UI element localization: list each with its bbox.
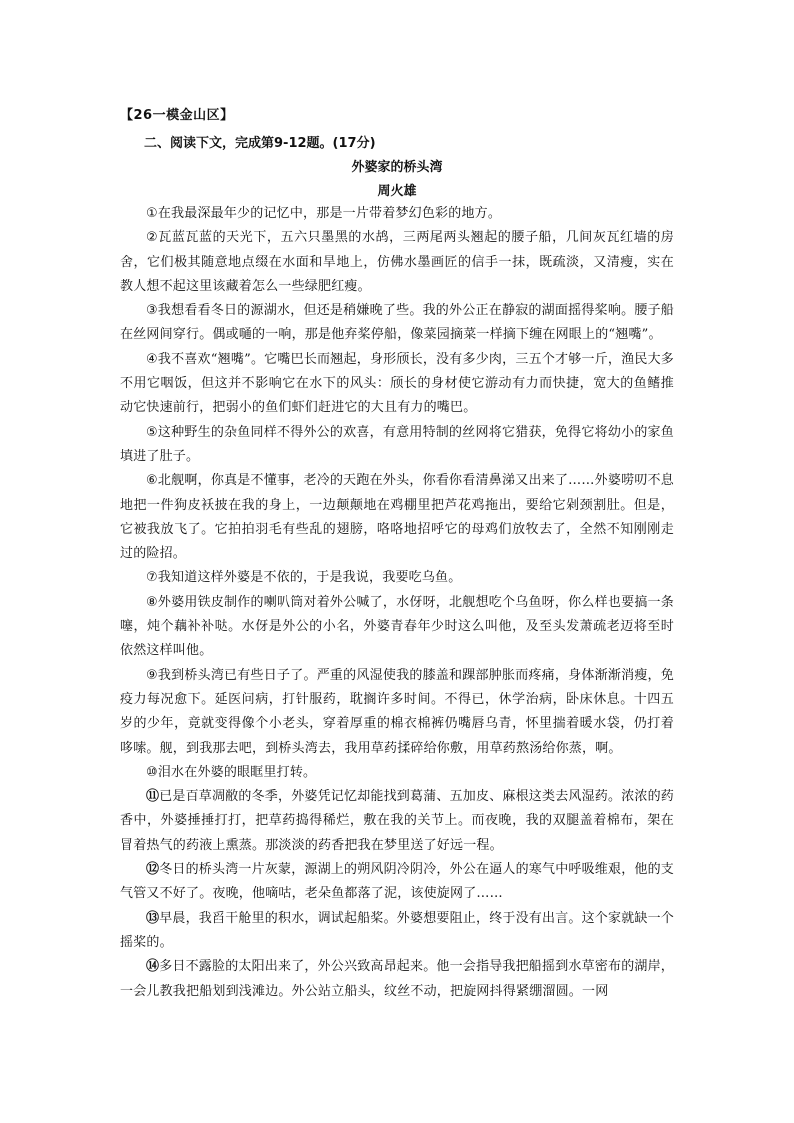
paragraph-number: ⑤ [146, 424, 158, 440]
paragraph-number: ⑧ [146, 594, 158, 610]
article-author: 周火雄 [377, 184, 417, 199]
paragraph-number: ⑪ [146, 789, 160, 805]
article-title: 外婆家的桥头湾 [351, 160, 443, 175]
paragraph-number: ⑫ [146, 862, 160, 878]
article-body [120, 202, 674, 1004]
paragraph-9 [120, 664, 674, 761]
paragraph-text: 泪水在外婆的眼眶里打转。 [157, 764, 317, 780]
paragraph-text: 我想看看冬日的源湖水，但还是稍嫌晚了些。我的外公正在静寂的湖面摇得桨响。腰子船在丝网间穿行。偶或嗵的一响，那是他弃桨停船，像菜园摘菜一样摘下缠在网眼上的“翘嘴”。 [120, 303, 674, 343]
paragraph-text: 我不喜欢“翘嘴”。它嘴巴长而翘起，身形颀长，没有多少肉，三五个才够一斤，渔民大多不用它咽饭，但这并不影响它在水下的风头：颀长的身材使它游动有力而快捷，宽大的鱼鳍推动它快速前行，把弱小的鱼们虾们赶进它的大且有力的嘴巴。 [120, 351, 675, 416]
paragraph-text: 瓦蓝瓦蓝的天光下，五六只墨黑的水鸪，三两尾两头翘起的腰子船，几间灰瓦红墙的房舍，它们极其随意地点缀在水面和旱地上，仿佛水墨画匠的信手一抹，既疏淡，又清瘦，实在教人想不起这里该藏着怎么一些绿肥红瘦。 [120, 230, 674, 294]
paragraph-4 [120, 348, 674, 421]
paragraph-number: ⑥ [146, 473, 158, 489]
paragraph-text: 在我最深最年少的记忆中，那是一片带着梦幻色彩的地方。 [157, 206, 502, 221]
paragraph-number: ⑨ [146, 667, 158, 683]
paragraph-text: 这种野生的杂鱼同样不得外公的欢喜，有意用特制的丝网将它猎获，免得它将幼小的家鱼填进了肚子。 [120, 424, 674, 464]
paragraph-6 [120, 469, 674, 566]
paragraph-text: 外婆用铁皮制作的喇叭筒对着外公喊了，水伢呀，北舰想吃个乌鱼呀，你么样也要搞一条噻，炖个藕补补哒。水伢是外公的小名，外婆青春年少时这么叫他，及至头发萧疏老迈将至时依然这样叫他。 [120, 594, 674, 659]
paragraph-text: 我知道这样外婆是不依的，于是我说，我要吃乌鱼。 [157, 570, 462, 586]
paragraph-number: ⑦ [146, 570, 158, 586]
paragraph-number: ③ [146, 303, 158, 319]
paragraph-number: ⑬ [146, 910, 160, 926]
paragraph-3 [120, 299, 674, 348]
paragraph-13 [120, 907, 674, 956]
paragraph-text: 早晨，我舀干舱里的积水，调试起船桨。外婆想要阻止，终于没有出言。这个家就缺一个摇桨的。 [120, 910, 675, 950]
paragraph-12 [120, 858, 674, 907]
paragraph-number: ⑭ [146, 959, 160, 975]
paragraph-text: 我到桥头湾已有些日子了。严重的风湿使我的膝盖和踝部肿胀而疼痛，身体渐渐消瘦，免疫力每况愈下。延医问病，打针服药，耽搁许多时间。不得已，休学治病，卧床休息。十四五岁的少年，竟就变得像个小老头，穿着厚重的棉衣棉裤仍嘴唇乌青，怀里揣着暖水袋，仍打着哆嗦。舰，到我那去吧，到桥头湾去，我用草药揉碎给你敷，用草药熬汤给你蒸，啊。 [120, 667, 674, 756]
paragraph-number: ② [146, 230, 159, 246]
paragraph-11 [120, 785, 674, 858]
paragraph-text: 北舰啊，你真是不懂事，老冷的天跑在外头，你看你看清鼻涕又出来了……外婆唠叨不息地把一件狗皮袄披在我的身上，一边颠颠地在鸡棚里把芦花鸡拖出，要给它剁颈割肚。但是，它被我放飞了。它拍拍羽毛有些乱的翅膀，咯咯地招呼它的母鸡们放牧去了，全然不知刚刚走过的险招。 [120, 473, 674, 562]
paragraph-8 [120, 591, 674, 664]
paragraph-text: 已是百草凋敝的冬季，外婆凭记忆却能找到葛蒲、五加皮、麻根这类去风湿药。浓浓的药香中，外婆捶捶打打，把草药捣得稀烂，敷在我的关节上。而夜晚，我的双腿盖着棉布，架在冒着热气的药液上熏蒸。那淡淡的药香把我在梦里送了好远一程。 [120, 789, 675, 853]
paragraph-10 [120, 761, 674, 785]
paragraph-1 [120, 202, 674, 226]
paragraph-2 [120, 226, 674, 299]
source-tag: 【26一模金山区】 [120, 108, 234, 123]
paragraph-text: 多日不露脸的太阳出来了，外公兴致高昂起来。他一会指导我把船摇到水草密布的湖岸，一会儿教我把船划到浅滩边。外公站立船头，纹丝不动，把旋网抖得紧绷溜圆。一网 [120, 959, 675, 999]
paragraph-7 [120, 566, 674, 590]
paragraph-number: ④ [146, 351, 158, 367]
paragraph-number: ⑩ [146, 764, 158, 780]
paragraph-14 [120, 955, 674, 1004]
paragraph-text: 冬日的桥头湾一片灰蒙，源湖上的朔风阴冷阴冷，外公在逼人的寒气中呼吸维艰，他的支气管又不好了。夜晚，他嘀咕，老朵鱼都落了泥，该使旋网了…… [120, 862, 675, 902]
section-heading: 二、阅读下文，完成第9-12题。(17分) [144, 136, 376, 151]
paragraph-5 [120, 421, 674, 470]
paragraph-number: ① [146, 206, 158, 221]
